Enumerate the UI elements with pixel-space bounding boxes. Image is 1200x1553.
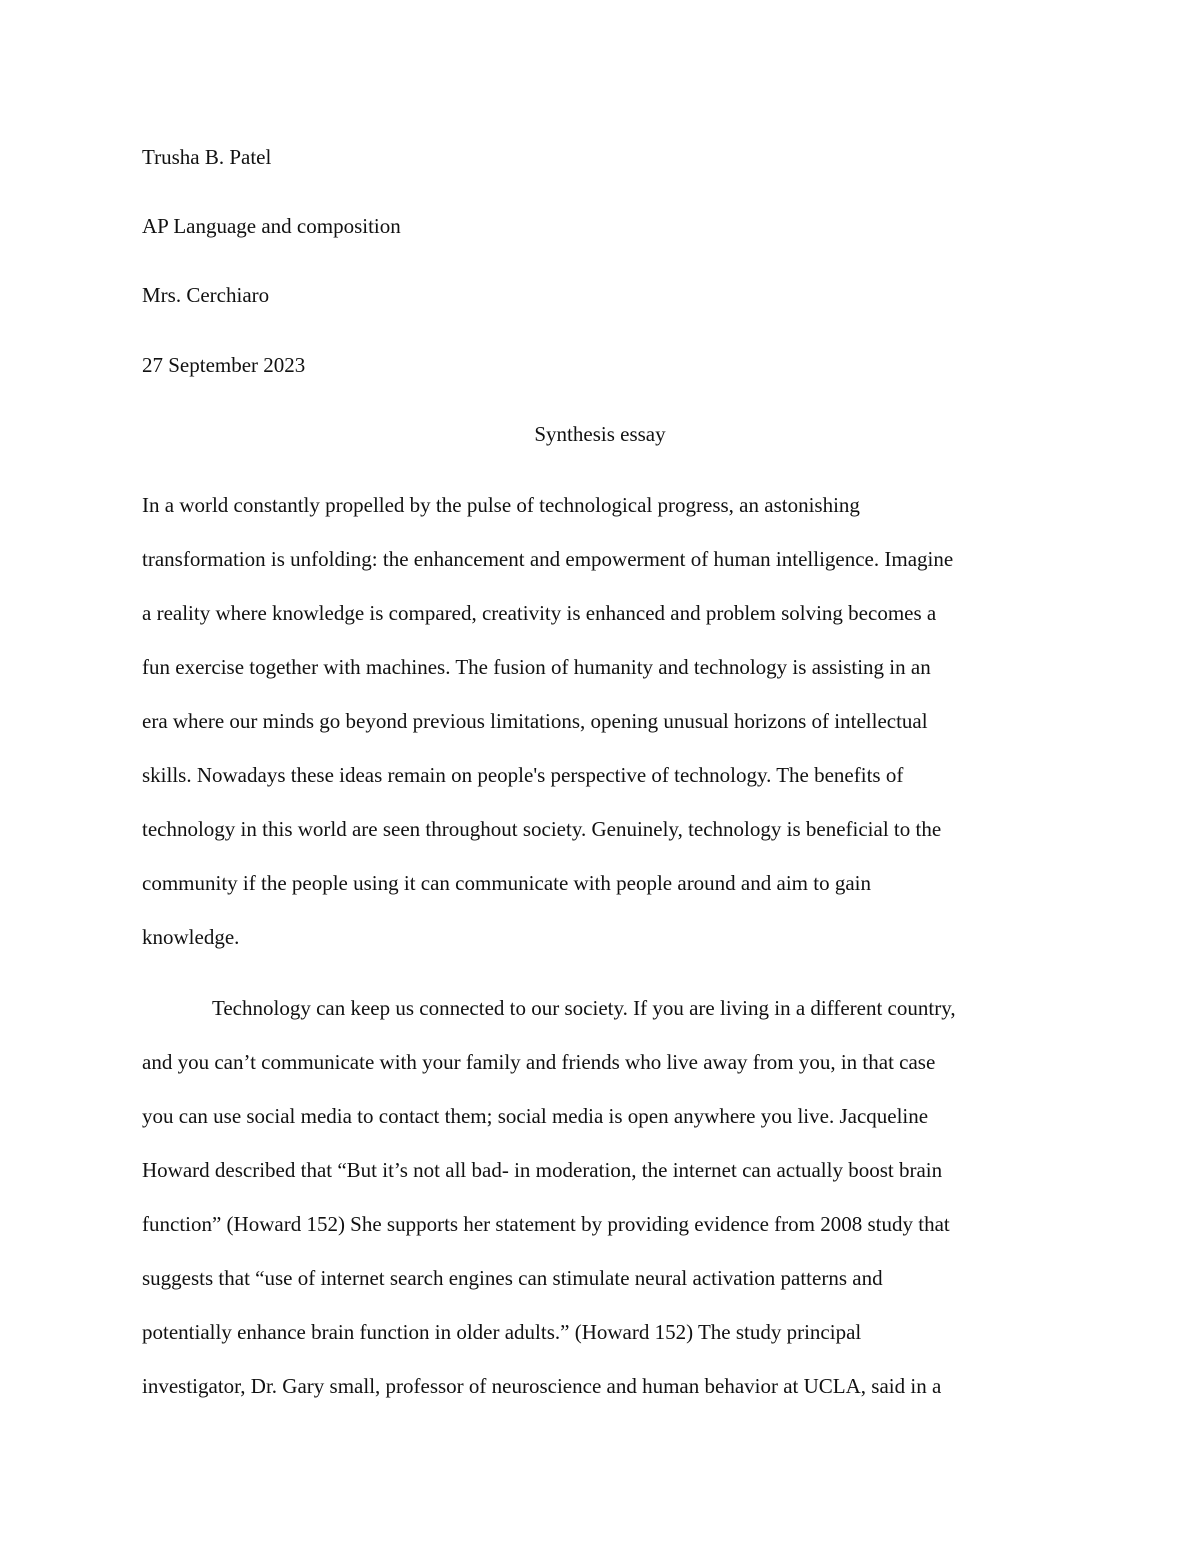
paragraph-2-line: function” (Howard 152) She supports her statement by providing evidence from 2008 study that xyxy=(142,1212,950,1236)
paragraph-1-line: era where our minds go beyond previous limitations, opening unusual horizons of intellectual xyxy=(142,709,928,733)
essay-date: 27 September 2023 xyxy=(142,353,306,377)
author-name: Trusha B. Patel xyxy=(142,145,272,169)
paragraph-2-line: potentially enhance brain function in older adults.” (Howard 152) The study principal xyxy=(142,1320,862,1344)
paragraph-2-line: Howard described that “But it’s not all bad- in moderation, the internet can actually boost brain xyxy=(142,1158,943,1182)
paragraph-2-line: you can use social media to contact them; social media is open anywhere you live. Jacqueline xyxy=(142,1104,929,1128)
paragraph-1-line: transformation is unfolding: the enhancement and empowerment of human intelligence. Imagine xyxy=(142,547,954,571)
paragraph-1-line: a reality where knowledge is compared, creativity is enhanced and problem solving becomes a xyxy=(142,601,937,625)
paragraph-1-line: skills. Nowadays these ideas remain on people's perspective of technology. The benefits of xyxy=(142,763,904,787)
paragraph-2-line: and you can’t communicate with your family and friends who live away from you, in that case xyxy=(142,1050,936,1074)
paragraph-2-line: Technology can keep us connected to our society. If you are living in a different country, xyxy=(212,996,956,1020)
paragraph-1-line: fun exercise together with machines. The fusion of humanity and technology is assisting in an xyxy=(142,655,931,679)
paragraph-2-line: investigator, Dr. Gary small, professor of neuroscience and human behavior at UCLA, said in a xyxy=(142,1374,942,1398)
paragraph-1-line: In a world constantly propelled by the pulse of technological progress, an astonishing xyxy=(142,493,860,517)
teacher-name: Mrs. Cerchiaro xyxy=(142,283,270,307)
course-name: AP Language and composition xyxy=(142,214,401,238)
paragraph-1-line: knowledge. xyxy=(142,925,240,949)
paragraph-1-line: technology in this world are seen throughout society. Genuinely, technology is beneficial to the xyxy=(142,817,942,841)
essay-title: Synthesis essay xyxy=(534,422,666,446)
paragraph-1-line: community if the people using it can communicate with people around and aim to gain xyxy=(142,871,871,895)
paragraph-2-line: suggests that “use of internet search engines can stimulate neural activation patterns and xyxy=(142,1266,883,1290)
